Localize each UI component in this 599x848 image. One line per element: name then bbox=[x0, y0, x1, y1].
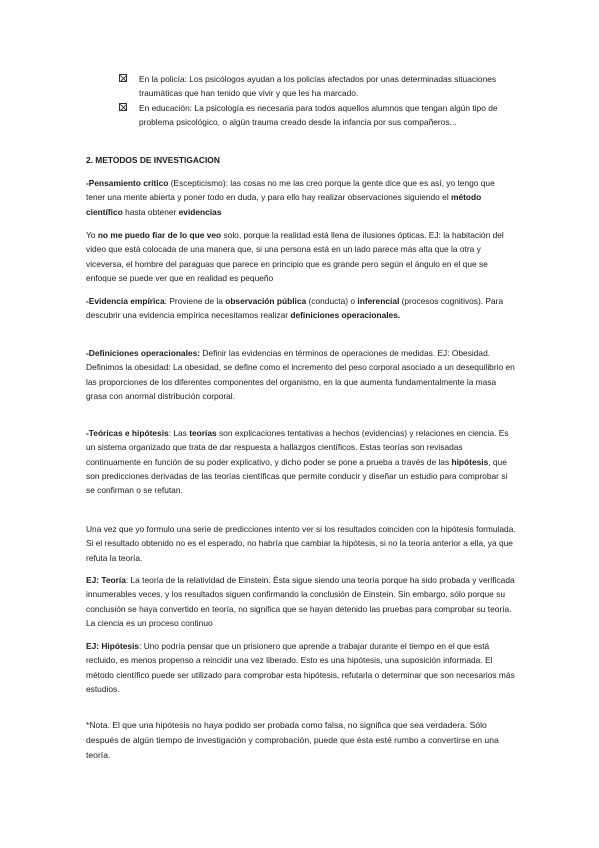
text: solo, porque la realidad está llena de ilusiones ópticas. EJ: la habitación del video que está colocada de una manera que, si una persona está en un lado parece más alta que la otra y viceversa, el hombre del paraguas que parece en principio que es grande pero según el ángulo en el que se enfoque se puede ver que en realidad es pequeño bbox=[86, 230, 504, 283]
paragraph-teoricas-hipotesis bbox=[86, 426, 516, 497]
paragraph-evidencia-empirica bbox=[86, 294, 516, 323]
text: Definir las evidencias en términos de operaciones de medidas. EJ: Obesidad. Definimos la obesidad: La obesidad, se define como el incremento del peso corporal asociado a un desequilibrio en las proporciones de los diferentes componentes del organismo, en la que aumenta fundamentalmente la masa grasa con anormal distribución corporal. bbox=[86, 348, 515, 401]
text: (procesos cognitivos). Para descubrir una evidencia empírica necesitamos realizar bbox=[86, 296, 504, 321]
text: son explicaciones tentativas a hechos (evidencias) y relaciones en ciencia. Es un sistema organizado que trata de dar respuesta a hallazgos científicos. Estas teorías son revisadas continuamente en función de su poder explicativo, y dicho poder se pone a prueba a través de las bbox=[86, 428, 509, 467]
term: método científico bbox=[86, 192, 482, 217]
paragraph-ej-hipotesis bbox=[86, 639, 516, 696]
text: (conducta) o bbox=[306, 296, 358, 306]
text: hasta obtener bbox=[122, 206, 179, 217]
checkbox-x-icon bbox=[119, 103, 127, 111]
term: EJ: Hipótesis bbox=[86, 641, 140, 651]
bullet-item-policia bbox=[119, 72, 517, 101]
term: -Teóricas e hipótesis bbox=[86, 428, 169, 438]
paragraph-yo-no bbox=[86, 228, 516, 285]
term: evidencias bbox=[178, 206, 222, 217]
term: definiciones operacionales. bbox=[290, 310, 401, 321]
term: -Pensamiento crítico bbox=[86, 178, 169, 188]
text: : Uno podría pensar que un prisionero que aprende a trabajar durante el tiempo en el que está recluido, es menos propenso a reincidir una vez liberado. Esto es una hipótesis, una suposición informada. El método científico puede ser utilizado para comprobar esta hipótesis, refutarla o determinar que son necesarios más estudios. bbox=[86, 641, 515, 694]
term: -Evidencia empírica bbox=[86, 296, 165, 306]
term: inferencial bbox=[357, 296, 400, 306]
paragraph-definiciones-operacionales bbox=[86, 346, 516, 403]
text: : Las bbox=[168, 428, 190, 438]
paragraph-ej-teoria bbox=[86, 573, 516, 630]
term: observación pública bbox=[225, 296, 307, 306]
section-title: 2. METODOS DE INVESTIGACION bbox=[86, 155, 220, 165]
checkbox-x-icon bbox=[119, 74, 127, 82]
text: Yo bbox=[86, 230, 98, 240]
paragraph-una-vez: Una vez que yo formulo una serie de predicciones intento ver si los resultados coinciden con la hipótesis formulada. Si el resultado obtenido no es el esperado, no habría que cambiar la hipótesis, si no la teoría anterior a ella, ya que refuta la teoría. bbox=[86, 524, 516, 563]
text: (Escepticismo): las cosas no me las creo porque la gente dice que es así, yo tengo que tener una mente abierta y poner todo en duda, y para ello hay realizar observaciones siguiendo el bbox=[86, 178, 495, 203]
text: , que son predicciones derivadas de las teorías científicas que permite conducir y diseñar un estudio para comprobar si se confirman o se refutan. bbox=[86, 456, 508, 496]
note-paragraph: *Nota. El que una hipótesis no haya podido ser probada como falsa, no significa que sea verdadera. Sólo después de algún tiempo de investigación y comprobación, puede que ésta esté rumbo a convertirse en una teoría. bbox=[86, 720, 499, 760]
term: EJ: Teoría bbox=[86, 575, 126, 585]
term: no me puedo fiar de lo que veo bbox=[97, 230, 222, 240]
term: -Definiciones operacionales: bbox=[86, 348, 201, 358]
bullet-text: En la policía: Los psicólogos ayudan a los policías afectados por unas determinadas situaciones traumáticas que han tenido que vivir y que les ha marcado. bbox=[139, 74, 497, 99]
bullet-text: En educación: La psicología es necesaria para todos aquellos alumnos que tengan algún tipo de problema psicológico, o algún trauma creado desde la infancia por sus compañeros... bbox=[139, 103, 498, 128]
bullet-item-educacion bbox=[119, 101, 517, 130]
term: teorías bbox=[189, 428, 217, 438]
text: : La teoría de la relatividad de Einstein. Ésta sigue siendo una teoría porque ha sido probada y verificada innumerables veces, y los resultados siguen confirmando la conclusión de Einstein. Sin embargo, sólo porque su conclusión se haya convertido en teoría, no significa que se hayan detenido las pruebas para comprobar su teoría. La ciencia es un proceso continuo bbox=[86, 575, 515, 628]
term: hipótesis bbox=[451, 456, 489, 467]
paragraph-pensamiento-critico bbox=[86, 176, 516, 219]
text: : Proviene de la bbox=[164, 296, 226, 306]
